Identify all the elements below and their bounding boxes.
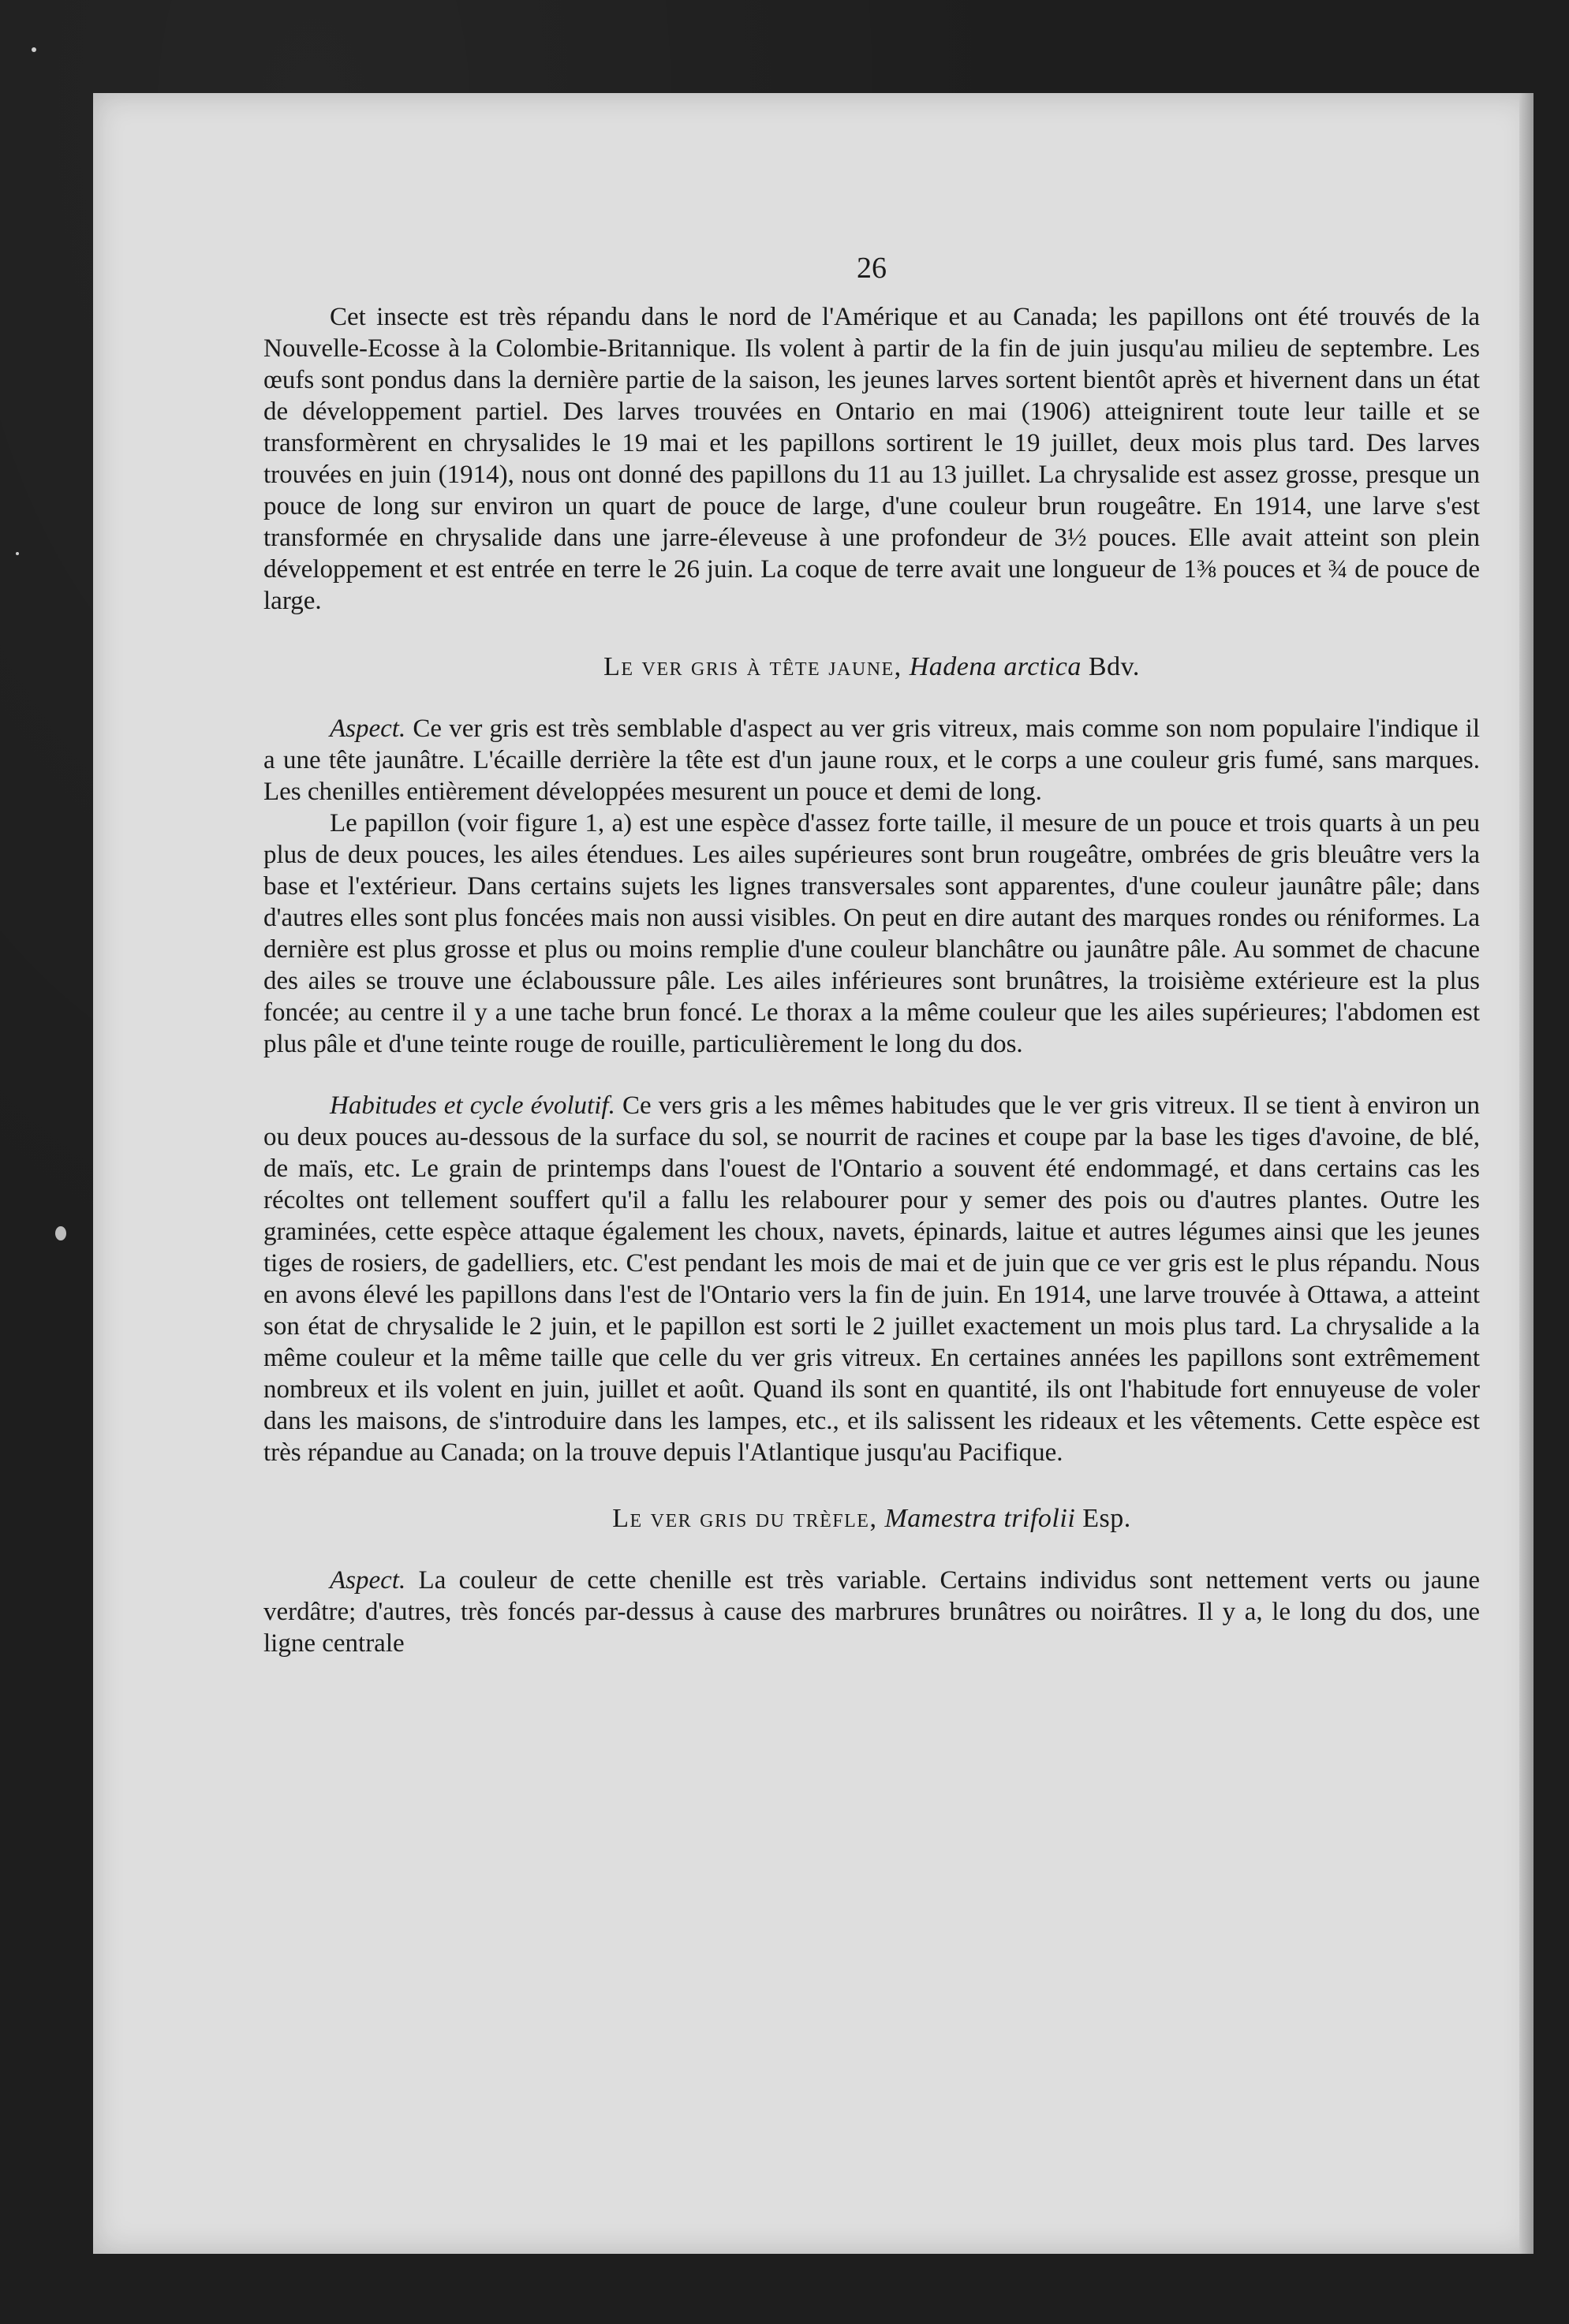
section-heading-author: Bdv. [1088, 652, 1140, 681]
page-number: 26 [857, 252, 887, 285]
section-heading-common-name: Le ver gris du trèfle, [612, 1504, 878, 1533]
aspect-text: Ce ver gris est très semblable d'aspect au ver gris vitreux, mais comme son nom populaire l'indique il a une tête jaunâtre. L'écaille derrière la tête est d'un jaune roux, et le corps a une couleur gris fumé, sans marques. Les chenilles entièrement développées mesurent un pouce et demi de long. [263, 714, 1480, 806]
habitudes-text: Ce vers gris a les mêmes habitudes que le ver gris vitreux. Il se tient à environ un ou deux pouces au-dessous de la surface du sol, se nourrit de racines et coupe par la base les tiges d'avoine, de blé, de maïs, etc. Le grain de printemps dans l'ouest de l'Ontario a souvent été endommagé, et dans certains cas les récoltes ont tellement souffert qu'il a fallu les relabourer pour y semer des pois ou d'autres plantes. Outre les graminées, cette espèce attaque également les choux, navets, épinards, laitue et autres légumes ainsi que les jeunes tiges de rosiers, de gadelliers, etc. C'est pendant les mois de mai et de juin que ce ver gris est le plus répandu. Nous en avons élevé les papillons dans l'est de l'Ontario vers la fin de juin. En 1914, une larve trouvée à Ottawa, a atteint son état de chrysalide le 2 juin, et le papillon est sorti le 2 juillet exactement un mois plus tard. La chrysalide a la même couleur et la même taille que celle du ver gris vitreux. En certaines années les papillons sont extrêmement nombreux et ils volent en juin, juillet et août. Quand ils sont en quantité, ils ont l'habitude fort ennuyeuse de voler dans les maisons, de s'introduire dans les lampes, etc., et ils salissent les rideaux et les vêtements. Cette espèce est très répandue au Canada; on la trouve depuis l'Atlantique jusqu'au Pacifique. [263, 1091, 1481, 1467]
section-heading-author: Esp. [1082, 1504, 1131, 1533]
section-heading-common-name: Le ver gris à tête jaune, [603, 652, 902, 681]
papillon-paragraph: Le papillon (voir figure 1, a) est une espèce d'assez forte taille, il mesure de un pouce et trois quarts à un peu plus de deux pouces, les ailes étendues. Les ailes supérieures sont brun rougeâtre, ombrées de gris bleuâtre vers la base et l'extérieur. Dans certains sujets les lignes transversales sont apparentes, d'une couleur jaunâtre pâle; dans d'autres elles sont plus foncées mais non aussi visibles. On peut en dire autant des marques rondes ou réniformes. La dernière est plus grosse et plus ou moins remplie d'une couleur blanchâtre ou jaunâtre pâle. Au sommet de chacune des ailes se trouve une éclaboussure pâle. Les ailes inférieures sont brunâtres, la troisième extérieure est la plus foncée; au centre il y a une tache brun foncé. Le thorax a la même couleur que les ailes supérieures; l'abdomen est plus pâle et d'une teinte rouge de rouille, particulièrement le long du dos. [263, 809, 1480, 1058]
section-heading-hadena [263, 651, 1480, 683]
scan-speck [55, 1226, 66, 1240]
intro-paragraph: Cet insecte est très répandu dans le nord de l'Amérique et au Canada; les papillons ont été trouvés de la Nouvelle-Ecosse à la Colombie-Britannique. Ils volent à partir de la fin de juin jusqu'au milieu de septembre. Les œufs sont pondus dans la dernière partie de la saison, les jeunes larves sortent bientôt après et hivernent dans un état de développement partiel. Des larves trouvées en Ontario en mai (1906) atteignirent toute leur taille et se transformèrent en chrysalides le 19 mai et les papillons sortirent le 19 juillet, deux mois plus tard. Des larves trouvées en juin (1914), nous ont donné des papillons du 11 au 13 juillet. La chrysalide est assez grosse, presque un pouce de long sur environ un quart de pouce de large, d'une couleur brun rougeâtre. En 1914, une larve s'est transformée en chrysalide dans une jarre-éleveuse à une profondeur de 3½ pouces. Elle avait atteint son plein développement et est entrée en terre le 26 juin. La coque de terre avait une longueur de 1⅜ pouces et ¾ de pouce de large. [263, 303, 1480, 615]
scan-speck [16, 552, 19, 555]
paragraph-gap [263, 1060, 1480, 1090]
page-content [263, 251, 1480, 1659]
page-edge-shadow [1519, 93, 1534, 2254]
aspect-text: La couleur de cette chenille est très variable. Certains individus sont nettement verts ou jaune verdâtre; d'autres, très foncés par-dessus à cause des marbrures brunâtres ou noirâtres. Il y a, le long du dos, une ligne centrale [263, 1566, 1480, 1658]
habitudes-label: Habitudes et cycle évolutif. [330, 1091, 615, 1120]
scan-speck [32, 47, 36, 52]
aspect-label: Aspect. [330, 714, 406, 743]
aspect-paragraph [263, 713, 1480, 808]
section-heading-mamestra [263, 1503, 1480, 1535]
aspect-label: Aspect. [330, 1566, 406, 1595]
aspect-paragraph-2 [263, 1565, 1480, 1659]
book-page [93, 93, 1534, 2254]
section-heading-latin-name: Hadena arctica [909, 652, 1081, 681]
habitudes-paragraph [263, 1090, 1480, 1468]
section-heading-latin-name: Mamestra trifolii [884, 1504, 1076, 1533]
